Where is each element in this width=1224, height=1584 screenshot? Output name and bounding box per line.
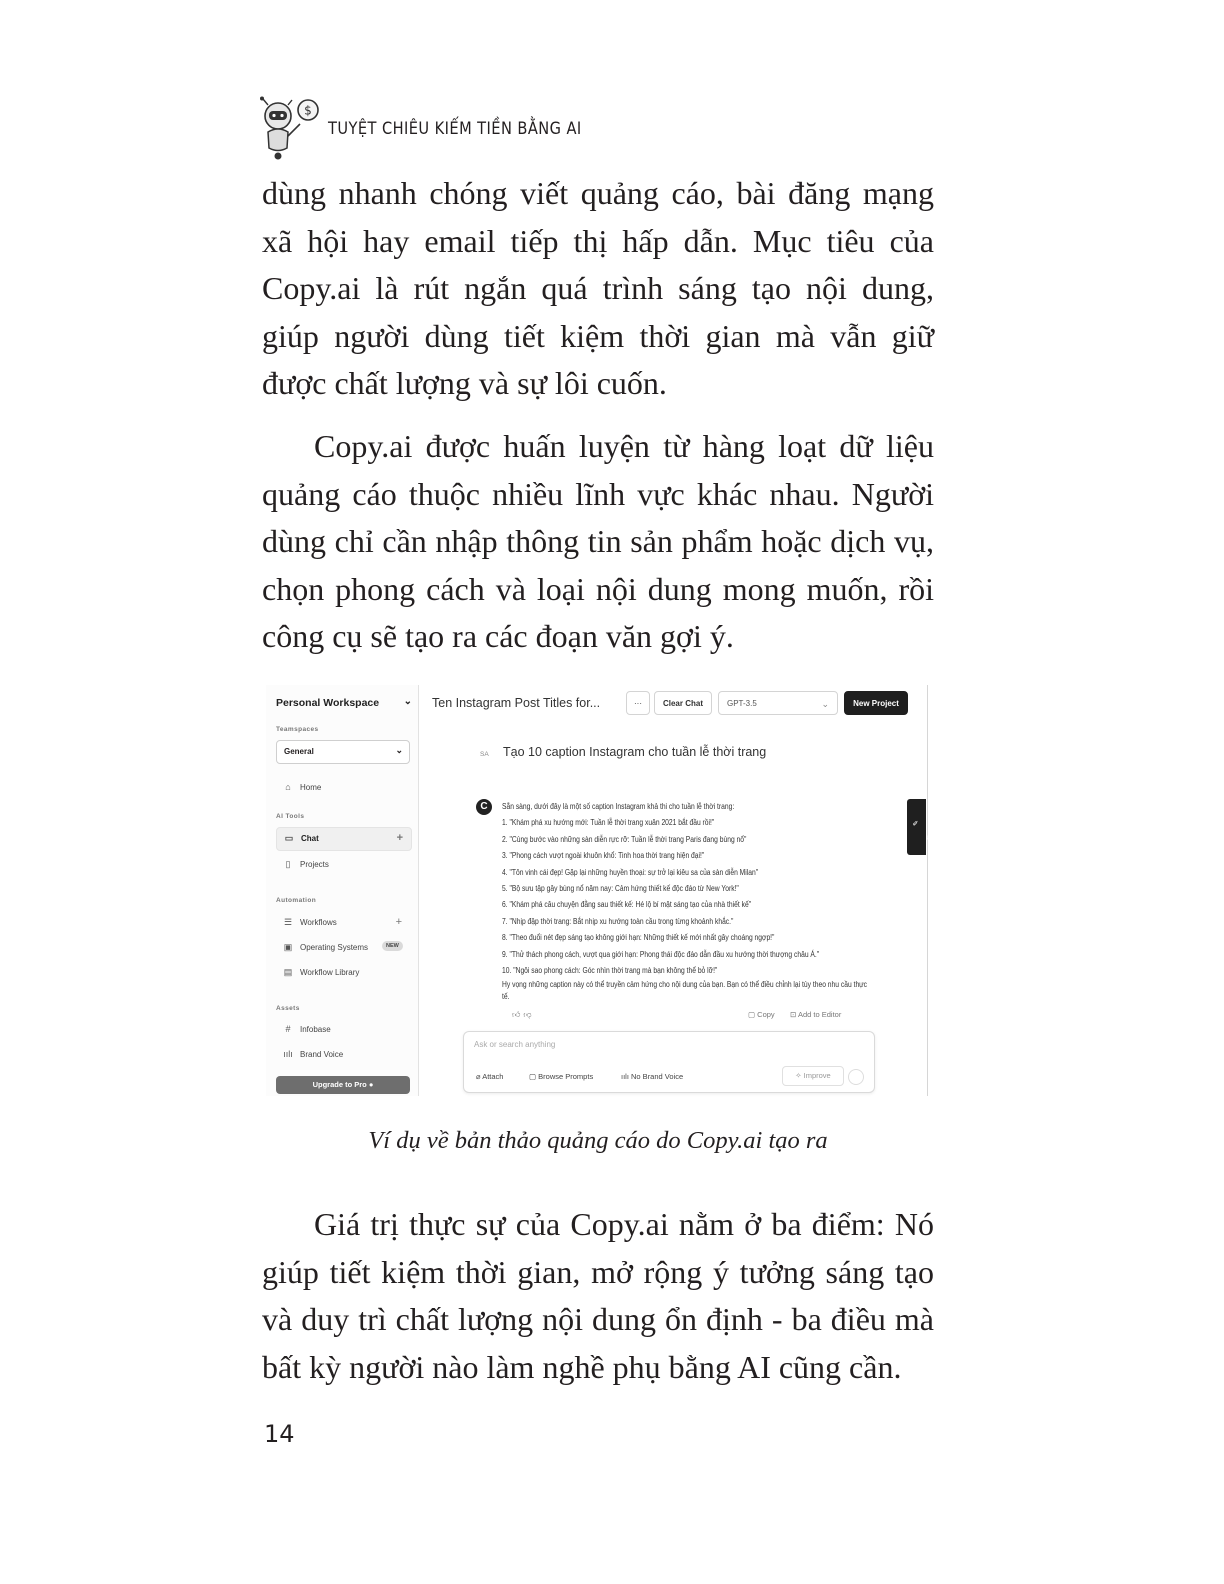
chevron-down-icon: ⌄	[395, 745, 403, 755]
browse-prompts-button[interactable]: ▢ Browse Prompts	[529, 1072, 594, 1081]
thumbs-feedback-icon[interactable]: 👍︎👎︎	[512, 1010, 535, 1019]
teamspaces-label: Teamspaces	[276, 726, 319, 733]
automation-label: Automation	[276, 897, 317, 904]
browse-prompts-label: Browse Prompts	[538, 1072, 594, 1081]
reply-item: 3. "Phong cách vượt ngoài khuôn khổ: Tinh hoa thời trang hiện đại!"	[502, 851, 705, 861]
send-button[interactable]	[848, 1069, 864, 1085]
reply-item: 6. "Khám phá câu chuyện đằng sau thiết kế: Hé lộ bí mật sáng tạo của nhà thiết kế"	[502, 900, 752, 910]
grid-icon: ▣	[283, 942, 293, 952]
page-number: 14	[264, 1420, 295, 1448]
sidebar-item-label: Workflow Library	[300, 968, 360, 977]
sidebar-item-label: Workflows	[300, 918, 337, 927]
user-message: Tạo 10 caption Instagram cho tuần lễ thời trang	[503, 745, 767, 759]
sidebar-item-label: Projects	[300, 860, 329, 869]
attach-button[interactable]: ⌀ Attach	[476, 1072, 504, 1081]
paragraph-2: Copy.ai được huấn luyện từ hàng loạt dữ liệu quảng cáo thuộc nhiều lĩnh vực khác nhau. Người dùng chỉ cần nhập thông tin sản phẩm hoặc dịch vụ, chọn phong cách và loại nội dung mong muốn, rồi công cụ sẽ tạo ra các đoạn văn gợi ý.	[262, 428, 934, 654]
chevron-down-icon: ⌄	[403, 696, 412, 707]
chat-composer	[463, 1031, 875, 1093]
sidebar-item-brand-voice[interactable]	[276, 1044, 410, 1066]
workflow-icon: ☰	[283, 917, 293, 927]
sidebar-item-operating-systems[interactable]	[276, 937, 410, 959]
assistant-reply	[462, 793, 872, 1033]
improve-label: Improve	[803, 1071, 831, 1080]
reply-item: 9. "Thử thách phong cách, vượt qua giới hạn: Phong thái độc đáo dẫn đầu xu hướng thời thượng châu Á."	[502, 949, 820, 959]
home-icon: ⌂	[285, 782, 291, 792]
reply-item: 5. "Bộ sưu tập gây bùng nổ năm nay: Cảm hứng thiết kế độc đáo từ New York!"	[502, 884, 739, 894]
reply-intro: Sẵn sàng, dưới đây là một số caption Instagram khả thi cho tuần lễ thời trang:	[502, 802, 735, 811]
reply-outro: Hy vọng những caption này có thể truyền cảm hứng cho nội dung của bạn. Bạn có thể điều chỉnh lại tùy theo nhu cầu thực tế.	[502, 980, 868, 1002]
robot-logo	[256, 96, 326, 160]
editor-label: Editor	[926, 833, 945, 841]
sidebar-item-label: Operating Systems	[300, 943, 369, 952]
sidebar-item-projects[interactable]	[276, 854, 410, 876]
workspace-name: Personal Workspace	[276, 697, 380, 709]
svg-text:$: $	[304, 103, 312, 118]
check-circle-icon: ●	[368, 1080, 374, 1089]
waveform-icon: ıılı	[283, 1049, 293, 1059]
upgrade-button[interactable]	[276, 1076, 410, 1094]
ai-tools-label: AI Tools	[276, 813, 305, 820]
copyai-screenshot	[266, 685, 945, 1096]
reply-item: 2. "Cùng bước vào những sàn diễn rực rỡ: Tuần lễ thời trang Paris đang bùng nổ"	[502, 834, 747, 844]
reply-text	[502, 799, 872, 1003]
reply-actions	[512, 1010, 872, 1022]
teamspace-value: General	[284, 747, 314, 756]
search-input[interactable]: Ask or search anything	[474, 1040, 556, 1049]
copy-label: Copy	[757, 1010, 775, 1019]
sidebar-item-infobase[interactable]	[276, 1019, 410, 1041]
improve-button[interactable]: ✧ Improve	[782, 1066, 844, 1086]
book-title: TUYỆT CHIÊU KIẾM TIỀN BẰNG AI	[328, 119, 582, 139]
copy-button[interactable]: ▢ Copy	[748, 1010, 775, 1019]
document-icon: ▯	[285, 859, 291, 869]
attach-label: Attach	[482, 1072, 504, 1081]
assets-label: Assets	[276, 1005, 300, 1012]
library-icon: ▤	[283, 967, 293, 977]
brand-voice-label: No Brand Voice	[631, 1072, 684, 1081]
upgrade-label: Upgrade to Pro	[312, 1080, 367, 1089]
paragraph-1: dùng nhanh chóng viết quảng cáo, bài đăng mạng xã hội hay email tiếp thị hấp dẫn. Mục tiêu của Copy.ai là rút ngắn quá trình sáng tạo nội dung, giúp người dùng tiết kiệm thời gian mà vẫn giữ được chất lượng và sự lôi cuốn.	[262, 175, 934, 401]
paragraph-3: Giá trị thực sự của Copy.ai nằm ở ba điểm: Nó giúp tiết kiệm thời gian, mở rộng ý tưởng sáng tạo và duy trì chất lượng nội dung ổn định - ba điều mà bất kỳ người nào làm nghề phụ bằng AI cũng cần.	[262, 1206, 934, 1385]
sidebar-item-home[interactable]	[276, 777, 410, 799]
teamspace-select[interactable]	[276, 740, 410, 764]
reply-item: 8. "Theo đuổi nét đẹp sáng tạo không giới hạn: Những thiết kế mới nhất gây choáng ngợp!"	[502, 933, 775, 943]
sidebar-item-chat[interactable]	[276, 827, 412, 851]
book-header	[256, 96, 956, 160]
sidebar-item-label: Infobase	[300, 1025, 331, 1034]
add-to-editor-label: Add to Editor	[797, 1010, 842, 1019]
hash-icon: #	[285, 1024, 291, 1034]
sidebar-item-workflow-library[interactable]	[276, 962, 410, 984]
brand-voice-button[interactable]: ıılı No Brand Voice	[621, 1072, 684, 1081]
user-avatar: SA	[480, 751, 489, 758]
chat-icon: ▭	[284, 833, 294, 843]
more-options-button[interactable]: ···	[626, 691, 650, 715]
new-badge: NEW	[382, 941, 403, 951]
copyai-avatar: C	[476, 799, 492, 815]
editor-tab-label: ✎ Editor	[912, 800, 920, 846]
model-select[interactable]	[718, 691, 838, 715]
chevron-down-icon: ⌄	[821, 699, 829, 709]
chat-title[interactable]: Ten Instagram Post Titles for...	[432, 696, 601, 710]
new-project-button[interactable]: New Project	[844, 691, 908, 715]
reply-item: 1. "Khám phá xu hướng mới: Tuần lễ thời trang xuân 2021 bắt đầu rồi!"	[502, 818, 715, 828]
reply-item: 10. "Ngôi sao phong cách: Góc nhìn thời trang mà bạn không thể bỏ lỡ!"	[502, 966, 718, 976]
sidebar-item-label: Home	[300, 783, 322, 792]
sidebar-item-label: Chat	[301, 834, 319, 843]
workspace-switcher[interactable]	[276, 697, 412, 709]
reply-item: 7. "Nhịp đập thời trang: Bắt nhịp xu hướng toàn cầu trong từng khoảnh khắc."	[502, 916, 734, 926]
figure-caption: Ví dụ về bản thảo quảng cáo do Copy.ai tạo ra	[368, 1127, 828, 1154]
sidebar-item-workflows[interactable]	[276, 912, 410, 934]
model-value: GPT-3.5	[727, 699, 757, 708]
editor-tab[interactable]	[907, 799, 945, 855]
clear-chat-button[interactable]: Clear Chat	[654, 691, 712, 715]
sidebar	[266, 685, 419, 1096]
add-to-editor-button[interactable]: ⊡ Add to Editor	[790, 1010, 842, 1019]
plus-icon[interactable]: +	[396, 832, 403, 844]
plus-icon[interactable]: +	[395, 916, 402, 928]
sidebar-item-label: Brand Voice	[300, 1050, 344, 1059]
reply-item: 4. "Tôn vinh cái đẹp! Gặp lại những huyền thoại: sự trở lại kiêu sa của sàn diễn Milan"	[502, 867, 759, 877]
